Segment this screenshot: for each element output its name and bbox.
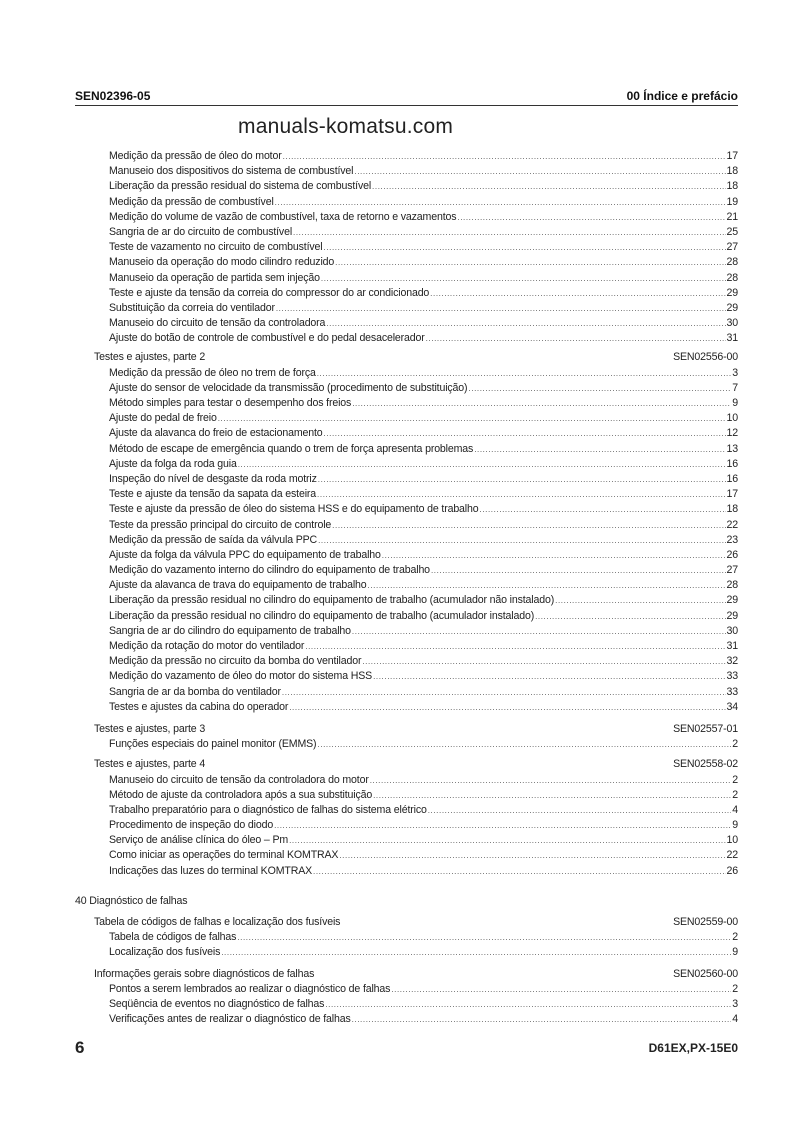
toc-entry[interactable]: [75, 411, 738, 426]
entry-page: 33: [726, 685, 738, 698]
entry-page: 27: [726, 241, 738, 254]
dot-leader: [218, 411, 726, 426]
toc-entry[interactable]: [75, 301, 738, 316]
entry-title: Trabalho preparatório para o diagnóstico de falhas do sistema elétrico: [109, 803, 427, 816]
dot-leader: [289, 700, 725, 715]
entry-title: Inspeção do nível de desgaste da roda motriz: [109, 472, 317, 485]
entry-title: Manuseio do circuito de tensão da controladora do motor: [109, 773, 369, 786]
entry-page: 25: [726, 225, 738, 238]
entry-title: Medição da pressão de saída da válvula PPC: [109, 533, 318, 546]
dot-leader: [293, 225, 725, 240]
entry-title: Medição da pressão de óleo do motor: [109, 150, 282, 162]
toc-entry[interactable]: [75, 788, 738, 803]
entry-page: 16: [726, 472, 738, 485]
dot-leader: [354, 164, 725, 179]
dot-leader: [318, 533, 725, 548]
toc-entry[interactable]: [75, 502, 738, 517]
entry-title: Sangria de ar da bomba do ventilador: [109, 685, 281, 698]
toc-entry[interactable]: [75, 548, 738, 563]
section-code: SEN02560-00: [673, 967, 738, 980]
toc-entry[interactable]: [75, 457, 738, 472]
entry-page: 28: [726, 579, 738, 592]
dot-leader: [317, 487, 725, 502]
dot-leader: [283, 149, 726, 164]
toc-entry[interactable]: [75, 818, 738, 833]
toc-entry[interactable]: [75, 179, 738, 194]
watermark: manuals-komatsu.com: [238, 115, 454, 138]
entry-title: Indicações das luzes do terminal KOMTRAX: [109, 864, 313, 877]
entry-title: Ajuste do botão de controle de combustível e do pedal desacelerador: [109, 332, 425, 345]
section-heading: [75, 350, 738, 365]
entry-title: Teste e ajuste da pressão de óleo do sistema HSS e do equipamento de trabalho: [109, 503, 479, 516]
dot-leader: [339, 848, 725, 863]
entry-title: Ajuste do pedal de freio: [109, 412, 217, 425]
entry-page: 26: [726, 548, 738, 561]
dot-leader: [430, 286, 725, 301]
entry-title: Método simples para testar o desempenho dos freios: [109, 397, 352, 409]
entry-page: 32: [726, 655, 738, 668]
entry-title: Funções especiais do painel monitor (EMMS): [109, 738, 317, 751]
entry-title: Liberação da pressão residual no cilindro do equipamento de trabalho (acumulador instalado): [109, 609, 535, 622]
entry-title: Manuseio dos dispositivos do sistema de combustível: [109, 165, 354, 178]
entry-page: 9: [732, 946, 738, 959]
entry-page: 4: [732, 803, 738, 816]
toc-entry[interactable]: [75, 533, 738, 548]
section-title: Informações gerais sobre diagnósticos de falhas: [94, 967, 315, 980]
dot-leader: [468, 381, 731, 396]
dot-leader: [332, 518, 725, 533]
dot-leader: [274, 818, 731, 833]
entry-title: Ajuste da folga da roda guia: [109, 457, 237, 470]
dot-leader: [457, 210, 725, 225]
dot-leader: [352, 624, 726, 639]
dot-leader: [474, 442, 725, 457]
toc-entry[interactable]: [75, 997, 738, 1012]
toc-entry[interactable]: [75, 316, 738, 331]
toc-entry[interactable]: [75, 396, 738, 411]
entry-title: Sangria de ar do circuito de combustível: [109, 225, 293, 238]
chapter-heading: 40 Diagnóstico de falhas: [75, 894, 188, 907]
entry-title: Verificações antes de realizar o diagnóstico de falhas: [109, 1013, 351, 1026]
dot-leader: [535, 609, 725, 624]
entry-page: 3: [732, 366, 738, 379]
entry-page: 22: [726, 849, 738, 862]
toc-entry[interactable]: [75, 225, 738, 240]
dot-leader: [373, 669, 725, 684]
entry-title: Pontos a serem lembrados ao realizar o diagnóstico de falhas: [109, 982, 391, 995]
dot-leader: [221, 945, 731, 960]
entry-page: 2: [732, 931, 738, 944]
toc-entry[interactable]: [75, 518, 738, 533]
entry-title: Teste de vazamento no circuito de combustível: [109, 241, 323, 254]
toc-entry[interactable]: [75, 271, 738, 286]
toc-entry[interactable]: [75, 210, 738, 225]
entry-page: 10: [726, 834, 738, 847]
toc-entry[interactable]: [75, 609, 738, 624]
entry-page: 13: [726, 442, 738, 455]
toc-entry[interactable]: [75, 442, 738, 457]
toc-entry[interactable]: [75, 593, 738, 608]
table-of-contents: [75, 149, 738, 1027]
entry-page: 28: [726, 271, 738, 284]
dot-leader: [368, 578, 726, 593]
dot-leader: [325, 997, 731, 1012]
entry-title: Medição da pressão de combustível: [109, 195, 274, 208]
entry-page: 2: [732, 738, 738, 751]
dot-leader: [321, 271, 726, 286]
dot-leader: [352, 1012, 732, 1027]
toc-entry[interactable]: [75, 624, 738, 639]
entry-page: 9: [732, 819, 738, 832]
dot-leader: [318, 472, 726, 487]
section-heading: [75, 757, 738, 772]
section-title: 00 Índice e prefácio: [626, 89, 738, 103]
entry-page: 34: [726, 700, 738, 713]
dot-leader: [323, 240, 725, 255]
toc-entry[interactable]: [75, 1012, 738, 1027]
entry-title: Teste da pressão principal do circuito de controle: [109, 518, 332, 531]
entry-title: Manuseio do circuito de tensão da controladora: [109, 317, 326, 330]
entry-title: Seqüência de eventos no diagnóstico de falhas: [109, 997, 325, 1010]
dot-leader: [428, 803, 732, 818]
entry-page: 26: [726, 864, 738, 877]
toc-entry[interactable]: [75, 685, 738, 700]
entry-title: Método de ajuste da controladora após a sua substituição: [109, 788, 373, 801]
section-heading: [75, 915, 738, 930]
entry-title: Ajuste do sensor de velocidade da transmissão (procedimento de substituição): [109, 381, 468, 394]
entry-title: Liberação da pressão residual no cilindro do equipamento de trabalho (acumulador não instalado): [109, 594, 555, 607]
dot-leader: [326, 316, 725, 331]
dot-leader: [382, 548, 726, 563]
section-code: SEN02559-00: [673, 916, 738, 928]
entry-page: 18: [726, 180, 738, 193]
toc-entry[interactable]: [75, 833, 738, 848]
toc-entry[interactable]: [75, 578, 738, 593]
dot-leader: [391, 982, 731, 997]
dot-leader: [237, 930, 731, 945]
entry-title: Manuseio da operação do modo cilindro reduzido: [109, 256, 335, 269]
dot-leader: [431, 563, 726, 578]
toc-entry[interactable]: [75, 195, 738, 210]
page-number: 6: [75, 1038, 85, 1057]
toc-entry[interactable]: [75, 366, 738, 381]
entry-title: Método de escape de emergência quando o trem de força apresenta problemas: [109, 442, 474, 455]
entry-page: 30: [726, 624, 738, 637]
entry-title: Tabela de códigos de falhas: [109, 931, 237, 944]
entry-page: 7: [732, 381, 738, 394]
entry-title: Medição da pressão no circuito da bomba do ventilador: [109, 655, 362, 668]
entry-page: 17: [726, 488, 738, 501]
entry-page: 31: [726, 332, 738, 345]
entry-page: 2: [732, 773, 738, 786]
toc-entry[interactable]: [75, 848, 738, 863]
toc-entry[interactable]: [75, 737, 738, 752]
section-code: SEN02557-01: [673, 722, 738, 735]
toc-entry[interactable]: [75, 700, 738, 715]
toc-entry[interactable]: [75, 563, 738, 578]
entry-page: 29: [726, 609, 738, 622]
toc-entry[interactable]: [75, 669, 738, 684]
dot-leader: [238, 457, 726, 472]
entry-title: Medição do volume de vazão de combustível, taxa de retorno e vazamentos: [109, 210, 457, 223]
entry-title: Sangria de ar do cilindro do equipamento de trabalho: [109, 624, 351, 637]
entry-page: 3: [732, 997, 738, 1010]
entry-title: Manuseio da operação de partida sem injeção: [109, 271, 320, 284]
entry-page: 29: [726, 286, 738, 299]
entry-page: 23: [726, 533, 738, 546]
entry-title: Liberação da pressão residual do sistema de combustível: [109, 180, 372, 193]
toc-entry[interactable]: [75, 773, 738, 788]
toc-entry[interactable]: [75, 472, 738, 487]
entry-page: 16: [726, 457, 738, 470]
entry-title: Testes e ajustes da cabina do operador: [109, 700, 289, 713]
section-title: Testes e ajustes, parte 2: [94, 351, 206, 364]
toc-entry[interactable]: [75, 487, 738, 502]
entry-page: 2: [732, 982, 738, 995]
toc-entry[interactable]: [75, 864, 738, 879]
toc-entry[interactable]: [75, 164, 738, 179]
entry-title: Procedimento de inspeção do diodo: [109, 819, 274, 832]
entry-title: Medição do vazamento interno do cilindro do equipamento de trabalho: [109, 564, 430, 577]
entry-page: 18: [726, 503, 738, 516]
toc-entry[interactable]: [75, 331, 738, 346]
section-title: Testes e ajustes, parte 4: [94, 758, 206, 771]
dot-leader: [372, 179, 725, 194]
entry-title: Teste e ajuste da tensão da correia do compressor do ar condicionado: [109, 286, 430, 299]
dot-leader: [555, 593, 725, 608]
toc-entry[interactable]: [75, 803, 738, 818]
dot-leader: [324, 426, 726, 441]
dot-leader: [479, 502, 725, 517]
toc-entry[interactable]: [75, 149, 738, 164]
section-code: SEN02558-02: [673, 758, 738, 771]
toc-entry[interactable]: [75, 639, 738, 654]
toc-entry[interactable]: [75, 930, 738, 945]
entry-page: 2: [732, 788, 738, 801]
toc-entry[interactable]: [75, 255, 738, 270]
dot-leader: [362, 654, 725, 669]
toc-entry[interactable]: [75, 945, 738, 960]
dot-leader: [305, 639, 725, 654]
entry-page: 4: [732, 1013, 738, 1026]
dot-leader: [289, 833, 725, 848]
section-heading: [75, 967, 738, 982]
dot-leader: [276, 301, 726, 316]
entry-page: 29: [726, 594, 738, 607]
header-rule: [75, 105, 738, 106]
entry-title: Localização dos fusíveis: [109, 946, 221, 959]
section-title: Testes e ajustes, parte 3: [94, 722, 206, 735]
entry-page: 31: [726, 640, 738, 652]
entry-title: Ajuste da folga da válvula PPC do equipamento de trabalho: [109, 548, 381, 561]
toc-entry[interactable]: [75, 381, 738, 396]
entry-page: 18: [726, 165, 738, 178]
dot-leader: [282, 685, 726, 700]
entry-title: Serviço de análise clínica do óleo – Pm: [109, 834, 289, 847]
entry-title: Substituição da correia do ventilador: [109, 301, 275, 314]
dot-leader: [317, 737, 731, 752]
dot-leader: [275, 195, 726, 210]
dot-leader: [370, 773, 732, 788]
entry-page: 9: [732, 397, 738, 409]
entry-page: 10: [726, 412, 738, 425]
toc-entry[interactable]: [75, 426, 738, 441]
entry-page: 17: [726, 150, 738, 162]
dot-leader: [426, 331, 726, 346]
toc-entry[interactable]: [75, 654, 738, 669]
entry-title: Medição do vazamento de óleo do motor do sistema HSS: [109, 670, 373, 683]
dot-leader: [352, 396, 731, 411]
entry-title: Medição da pressão de óleo no trem de força: [109, 366, 316, 379]
entry-title: Medição da rotação do motor do ventilador: [109, 640, 305, 652]
entry-page: 27: [726, 564, 738, 577]
toc-entry[interactable]: [75, 286, 738, 301]
toc-entry[interactable]: [75, 982, 738, 997]
entry-page: 21: [726, 210, 738, 223]
section-title: Tabela de códigos de falhas e localização dos fusíveis: [94, 916, 341, 928]
dot-leader: [373, 788, 731, 803]
dot-leader: [317, 366, 732, 381]
entry-title: Ajuste da alavanca do freio de estacionamento: [109, 427, 323, 440]
page-header: [75, 89, 738, 105]
entry-title: Ajuste da alavanca de trava do equipamento de trabalho: [109, 579, 367, 592]
model-code: D61EX,PX-15E0: [648, 1041, 738, 1055]
entry-page: 30: [726, 317, 738, 330]
toc-entry[interactable]: [75, 240, 738, 255]
section-heading: [75, 722, 738, 737]
dot-leader: [313, 864, 725, 879]
section-code: SEN02556-00: [673, 351, 738, 364]
entry-page: 19: [726, 195, 738, 208]
entry-page: 29: [726, 301, 738, 314]
entry-page: 33: [726, 670, 738, 683]
entry-page: 22: [726, 518, 738, 531]
entry-title: Teste e ajuste da tensão da sapata da esteira: [109, 488, 317, 501]
document-code: SEN02396-05: [75, 89, 151, 103]
dot-leader: [335, 255, 725, 270]
entry-title: Como iniciar as operações do terminal KOMTRAX: [109, 849, 339, 862]
entry-page: 12: [726, 427, 738, 440]
entry-page: 28: [726, 256, 738, 269]
